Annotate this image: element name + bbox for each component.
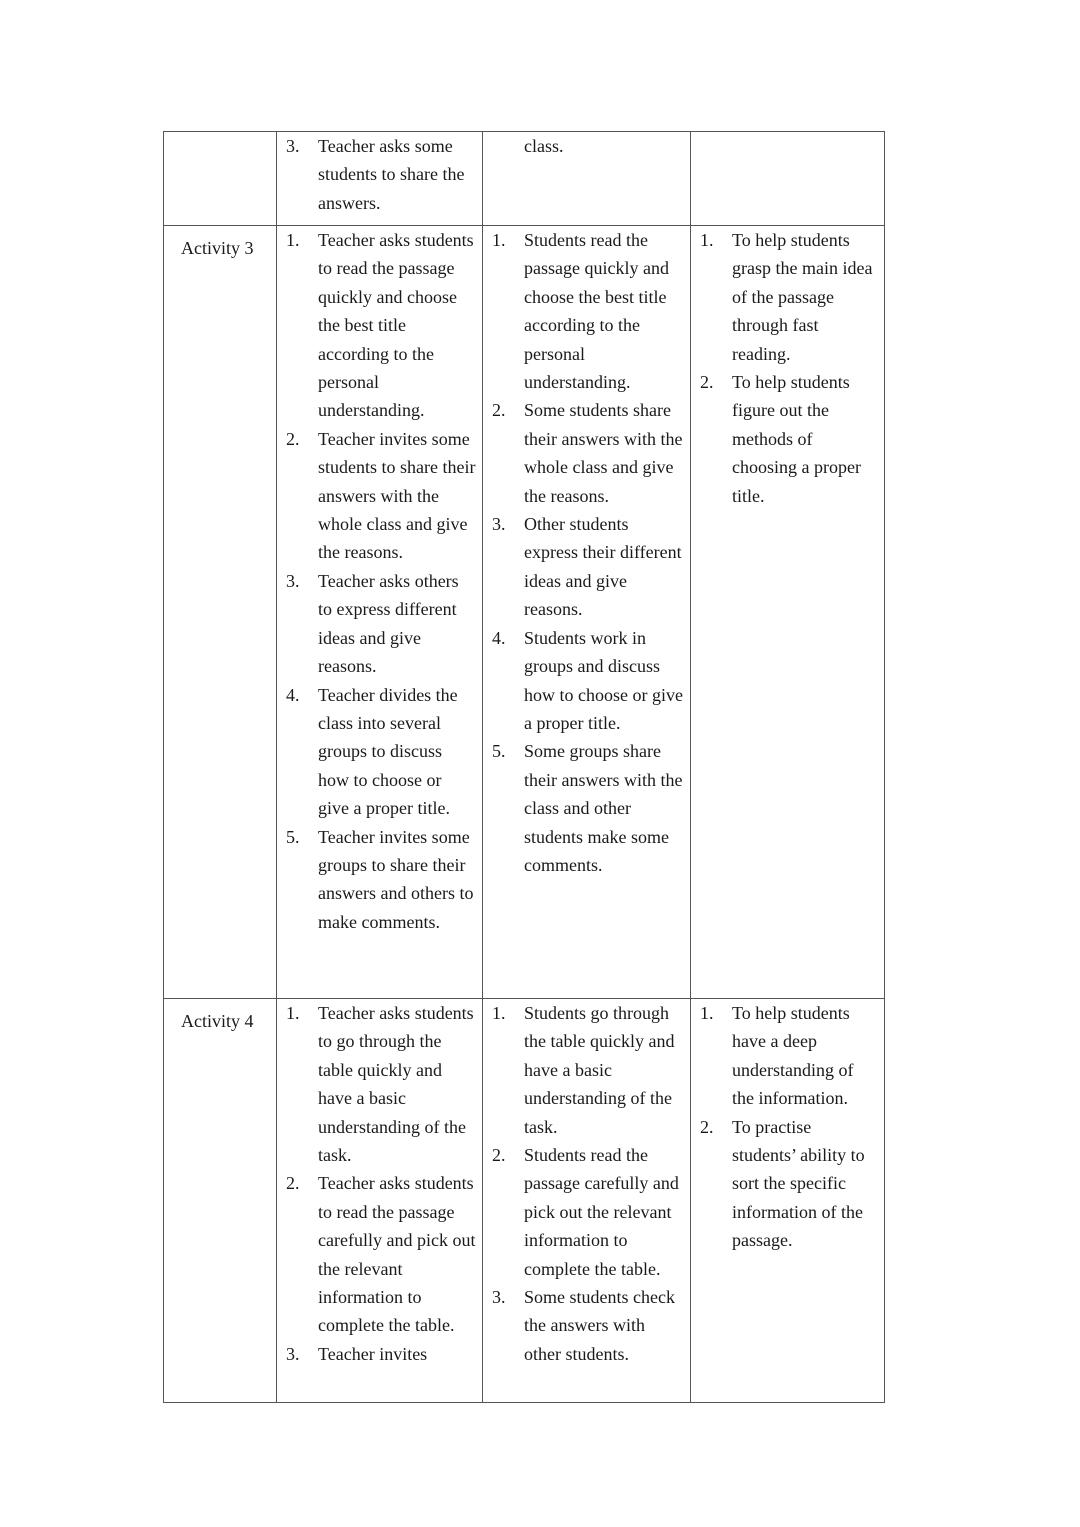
item-number: 3.	[492, 1287, 506, 1308]
list-item	[277, 567, 482, 681]
table-row	[164, 999, 885, 1403]
activity-cell	[164, 132, 277, 226]
purpose-list	[691, 226, 884, 510]
list-item	[277, 425, 482, 567]
lesson-plan-table	[163, 131, 885, 1403]
item-number: 2.	[700, 1116, 714, 1137]
list-item	[277, 681, 482, 823]
item-text: Teacher asks some students to share the answers.	[318, 136, 465, 213]
item-number: 2.	[286, 1173, 300, 1194]
list-item	[277, 1340, 482, 1368]
table-row	[164, 226, 885, 999]
list-item	[483, 737, 690, 879]
purpose-cell	[691, 999, 885, 1403]
item-text: Teacher invites some students to share their answers with the whole class and give the reasons.	[318, 428, 476, 563]
students-cell	[483, 226, 691, 999]
list-item	[483, 1141, 690, 1283]
item-number: 1.	[286, 1003, 300, 1023]
activity-cell: Activity 4	[164, 999, 277, 1403]
teacher-list	[277, 132, 482, 217]
item-number: 5.	[492, 741, 506, 762]
list-item	[691, 1113, 884, 1255]
item-text: class.	[524, 136, 564, 156]
list-item	[277, 132, 482, 217]
list-item	[483, 226, 690, 396]
list-item	[277, 1169, 482, 1339]
item-text: Teacher invites some groups to share their answers and others to make comments.	[318, 826, 474, 932]
teacher-cell	[277, 132, 483, 226]
item-text: Other students express their different ideas and give reasons.	[524, 514, 682, 620]
list-item	[277, 823, 482, 937]
purpose-cell	[691, 226, 885, 999]
item-number: 1.	[700, 1003, 714, 1023]
list-item	[483, 132, 690, 160]
item-number: 2.	[286, 428, 300, 449]
students-list	[483, 999, 690, 1368]
item-number: 2.	[492, 1145, 506, 1166]
item-number: 4.	[286, 684, 300, 705]
item-text: Students read the passage quickly and choose the best title according to the personal understanding.	[524, 230, 669, 393]
item-text: To help students grasp the main idea of the passage through fast reading.	[732, 230, 873, 364]
item-text: To help students figure out the methods of choosing a proper title.	[732, 372, 861, 506]
item-text: Students read the passage carefully and pick out the relevant information to complete the table.	[524, 1145, 679, 1279]
students-list	[483, 132, 690, 160]
item-text: Teacher asks students to read the passage quickly and choose the best title according to the personal understanding.	[318, 230, 474, 421]
item-number: 1.	[286, 230, 300, 250]
list-item	[483, 999, 690, 1141]
item-text: To practise students’ ability to sort the specific information of the passage.	[732, 1116, 865, 1251]
item-text: Some students check the answers with other students.	[524, 1287, 675, 1364]
list-item	[691, 226, 884, 368]
list-item	[691, 999, 884, 1113]
list-item	[483, 396, 690, 510]
item-text: Teacher asks students to read the passage carefully and pick out the relevant information to complete the table.	[318, 1173, 476, 1336]
item-number: 1.	[492, 1003, 506, 1023]
item-text: Students go through the table quickly and have a basic understanding of the task.	[524, 1003, 675, 1137]
students-list	[483, 226, 690, 879]
purpose-list	[691, 999, 884, 1255]
list-item	[483, 624, 690, 738]
item-number: 1.	[492, 230, 506, 250]
list-item	[277, 226, 482, 425]
item-text: Some students share their answers with the whole class and give the reasons.	[524, 400, 683, 506]
item-number: 3.	[286, 1343, 300, 1364]
activity-cell: Activity 3	[164, 226, 277, 999]
item-number: 4.	[492, 627, 506, 648]
item-text: Teacher asks students to go through the table quickly and have a basic understanding of the task.	[318, 1003, 474, 1166]
table-row	[164, 132, 885, 226]
item-number: 5.	[286, 826, 300, 847]
list-item	[483, 510, 690, 624]
item-text: Students work in groups and discuss how to choose or give a proper title.	[524, 627, 683, 733]
item-text: Teacher asks others to express different ideas and give reasons.	[318, 570, 459, 677]
list-item	[691, 368, 884, 510]
item-text: Teacher divides the class into several groups to discuss how to choose or give a proper title.	[318, 684, 458, 819]
item-number: 3.	[286, 570, 300, 591]
item-text: Some groups share their answers with the class and other students make some comments.	[524, 741, 683, 875]
item-number: 3.	[492, 514, 506, 535]
list-item	[277, 999, 482, 1169]
teacher-cell	[277, 999, 483, 1403]
item-text: To help students have a deep understanding of the information.	[732, 1003, 854, 1109]
students-cell	[483, 132, 691, 226]
item-number: 2.	[700, 372, 714, 393]
item-text: Teacher invites	[318, 1343, 428, 1364]
students-cell	[483, 999, 691, 1403]
item-number: 1.	[700, 230, 714, 250]
purpose-cell	[691, 132, 885, 226]
item-number: 2.	[492, 400, 506, 421]
teacher-list	[277, 226, 482, 936]
item-number: 3.	[286, 136, 300, 156]
teacher-list	[277, 999, 482, 1368]
list-item	[483, 1283, 690, 1368]
teacher-cell	[277, 226, 483, 999]
